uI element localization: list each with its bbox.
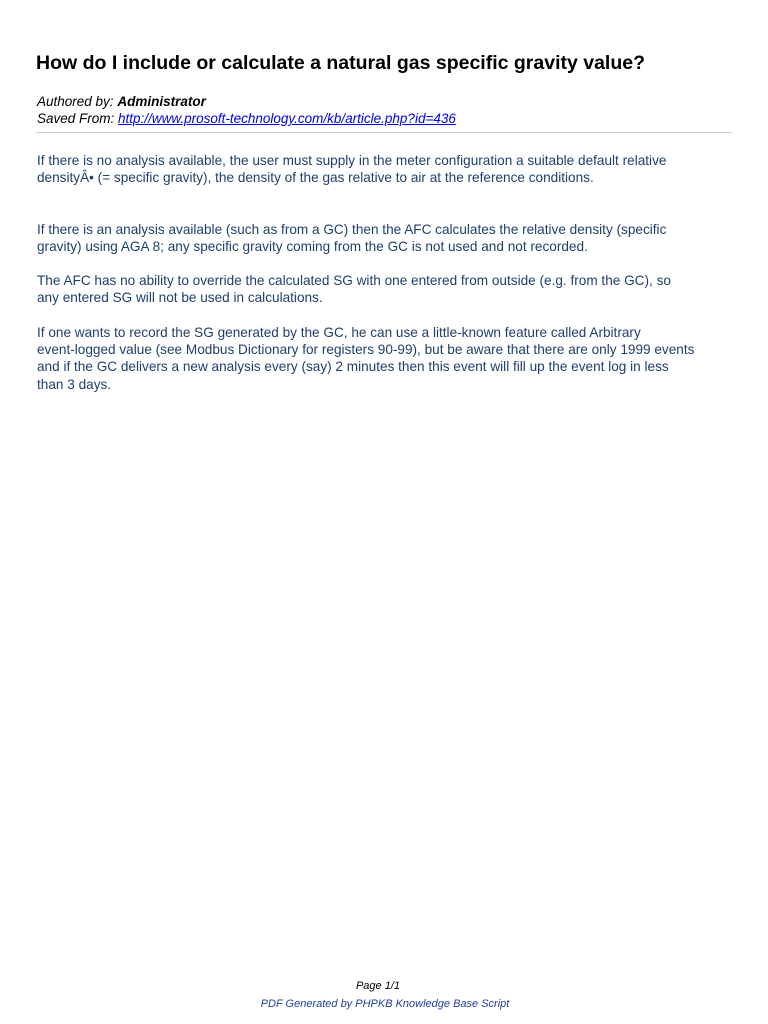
paragraph-4 [37,324,733,393]
paragraph-line: gravity) using AGA 8; any specific gravity coming from the GC is not used and not recorded. [37,238,588,254]
article-body [37,152,733,393]
paragraph-line: any entered SG will not be used in calculations. [37,290,323,306]
paragraph-line: If there is an analysis available (such as from a GC) then the AFC calculates the relative density (specific [37,221,667,237]
paragraph-line: The AFC has no ability to override the calculated SG with one entered from outside (e.g. from the GC), so [37,273,671,289]
authored-by-label: Authored by: [37,94,114,109]
paragraph-line: If one wants to record the SG generated by the GC, he can use a little-known feature called Arbitrary [37,324,641,340]
saved-from-label: Saved From: [37,111,115,126]
paragraph-line: than 3 days. [37,376,112,392]
paragraph-line: and if the GC delivers a new analysis every (say) 2 minutes then this event will fill up the event log in less [37,359,669,375]
source-url-link[interactable]: http://www.prosoft-technology.com/kb/article.php?id=436 [118,111,456,126]
paragraph-1 [37,152,733,187]
saved-from-row [37,110,456,127]
paragraph-3 [37,272,733,307]
paragraph-line: densityÂ• (= specific gravity), the density of the gas relative to air at the reference conditions. [37,170,594,186]
author-name: Administrator [117,94,206,109]
paragraph-line: If there is no analysis available, the user must supply in the meter configuration a suitable default relative [37,153,667,168]
paragraph-2 [37,221,733,256]
article-meta [37,93,456,127]
authored-by-row [37,93,456,110]
generator-credit: PDF Generated by PHPKB Knowledge Base Script [260,998,510,1010]
paragraph-line: event-logged value (see Modbus Dictionary for registers 90-99), but be aware that there are only 1999 events [37,342,695,358]
header-divider [36,132,732,133]
page-title: How do I include or calculate a natural gas specific gravity value? [36,52,646,74]
page-number: Page 1/1 [355,980,401,992]
